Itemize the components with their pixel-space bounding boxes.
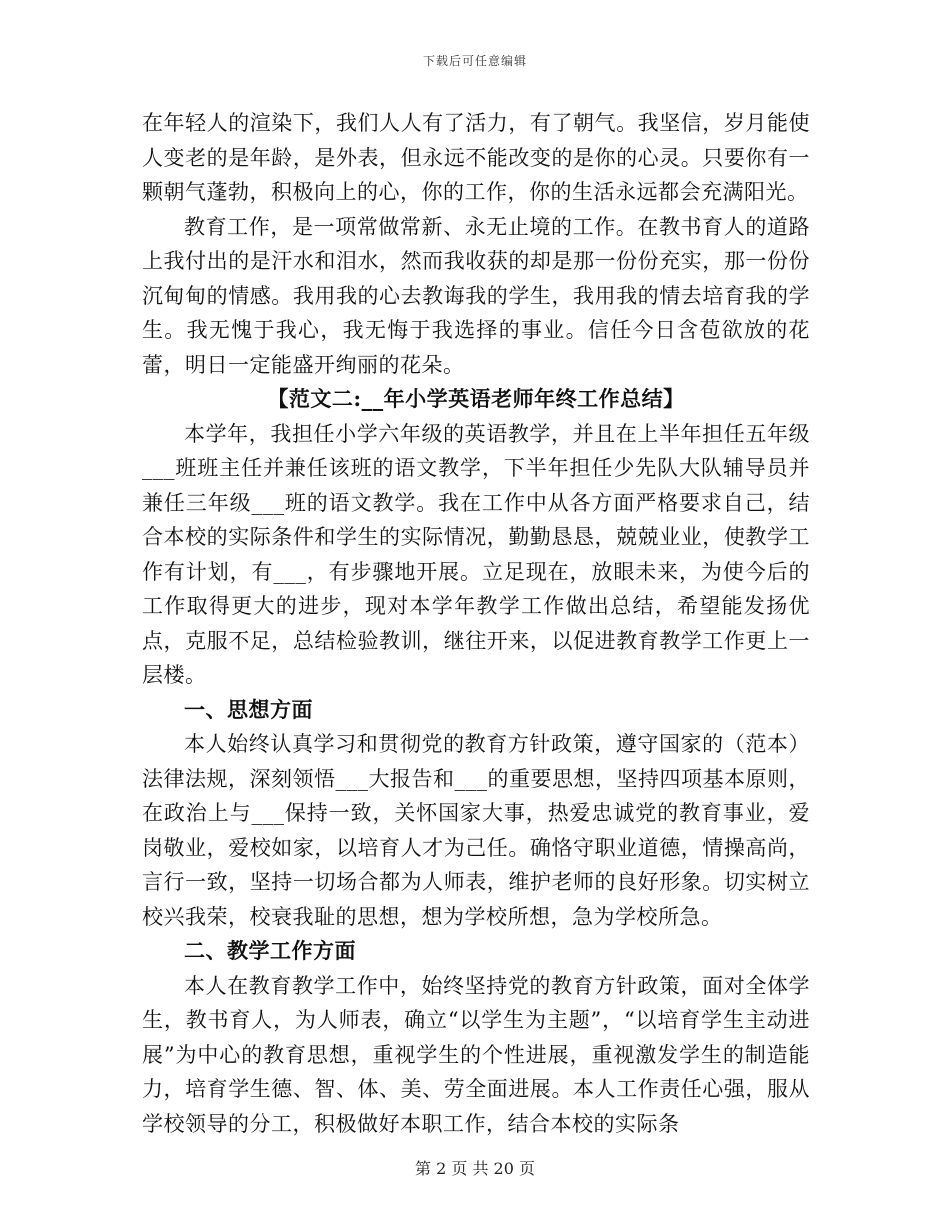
page-number: 第 2 页 共 20 页 (415, 1159, 535, 1178)
paragraph-education-work: 教育工作，是一项常做常新、永无止境的工作。在教书育人的道路上我付出的是汗水和泪水，然而我收获的却是那一份份充实，那一份份沉甸甸的情感。我用我的心去教诲我的学生，我用我的情去培育我的学生。我无愧于我心，我无悔于我选择的事业。信任今日含苞欲放的花蕾，明日一定能盛开绚丽的花朵。 (142, 214, 810, 377)
document-body (142, 106, 810, 1141)
section-title: 【范文二:__年小学英语老师年终工作总结】 (267, 386, 685, 411)
heading-teaching: 二、教学工作方面 (184, 938, 356, 963)
paragraph-intro: 本学年，我担任小学六年级的英语教学，并且在上半年担任五年级___班班主任并兼任该班的语文教学，下半年担任少先队大队辅导员并兼任三年级___班的语文教学。我在工作中从各方面严格要求自己，结合本校的实际条件和学生的实际情况，勤勤恳恳，兢兢业业，使教学工作有计划，有___，有步骤地开展。立足现在，放眼未来，为使今后的工作取得更大的进步，现对本学年教学工作做出总结，希望能发扬优点，克服不足，总结检验教训，继往开来，以促进教育教学工作更上一层楼。 (142, 421, 810, 687)
paragraph-ideology: 本人始终认真学习和贯彻党的教育方针政策，遵守国家的（范本）法律法规，深刻领悟___大报告和___的重要思想，坚持四项基本原则，在政治上与___保持一致，关怀国家大事，热爱忠诚党的教育事业，爱岗敬业，爱校如家，以培育人才为己任。确恪守职业道德，情操高尚，言行一致，坚持一切场合都为人师表，维护老师的良好形象。切实树立校兴我荣，校衰我耻的思想，想为学校所想，急为学校所急。 (142, 732, 810, 929)
heading-ideology: 一、思想方面 (184, 696, 313, 722)
paragraph-continuation: 在年轻人的渲染下，我们人人有了活力，有了朝气。我坚信，岁月能使人变老的是年龄，是外表，但永远不能改变的是你的心灵。只要你有一颗朝气蓬勃，积极向上的心，你的工作，你的生活永远都会充满阳光。 (142, 111, 810, 204)
page-header-note: 下载后可任意编辑 (422, 54, 527, 68)
paragraph-teaching: 本人在教育教学工作中，始终坚持党的教育方针政策，面对全体学生，教书育人，为人师表，确立“以学生为主题”，“以培育学生主动进展”为中心的教育思想，重视学生的个性进展，重视激发学生的制造能力，培育学生德、智、体、美、劳全面进展。本人工作责任心强，服从学校领导的分工，积极做好本职工作，结合本校的实际条 (142, 973, 810, 1136)
